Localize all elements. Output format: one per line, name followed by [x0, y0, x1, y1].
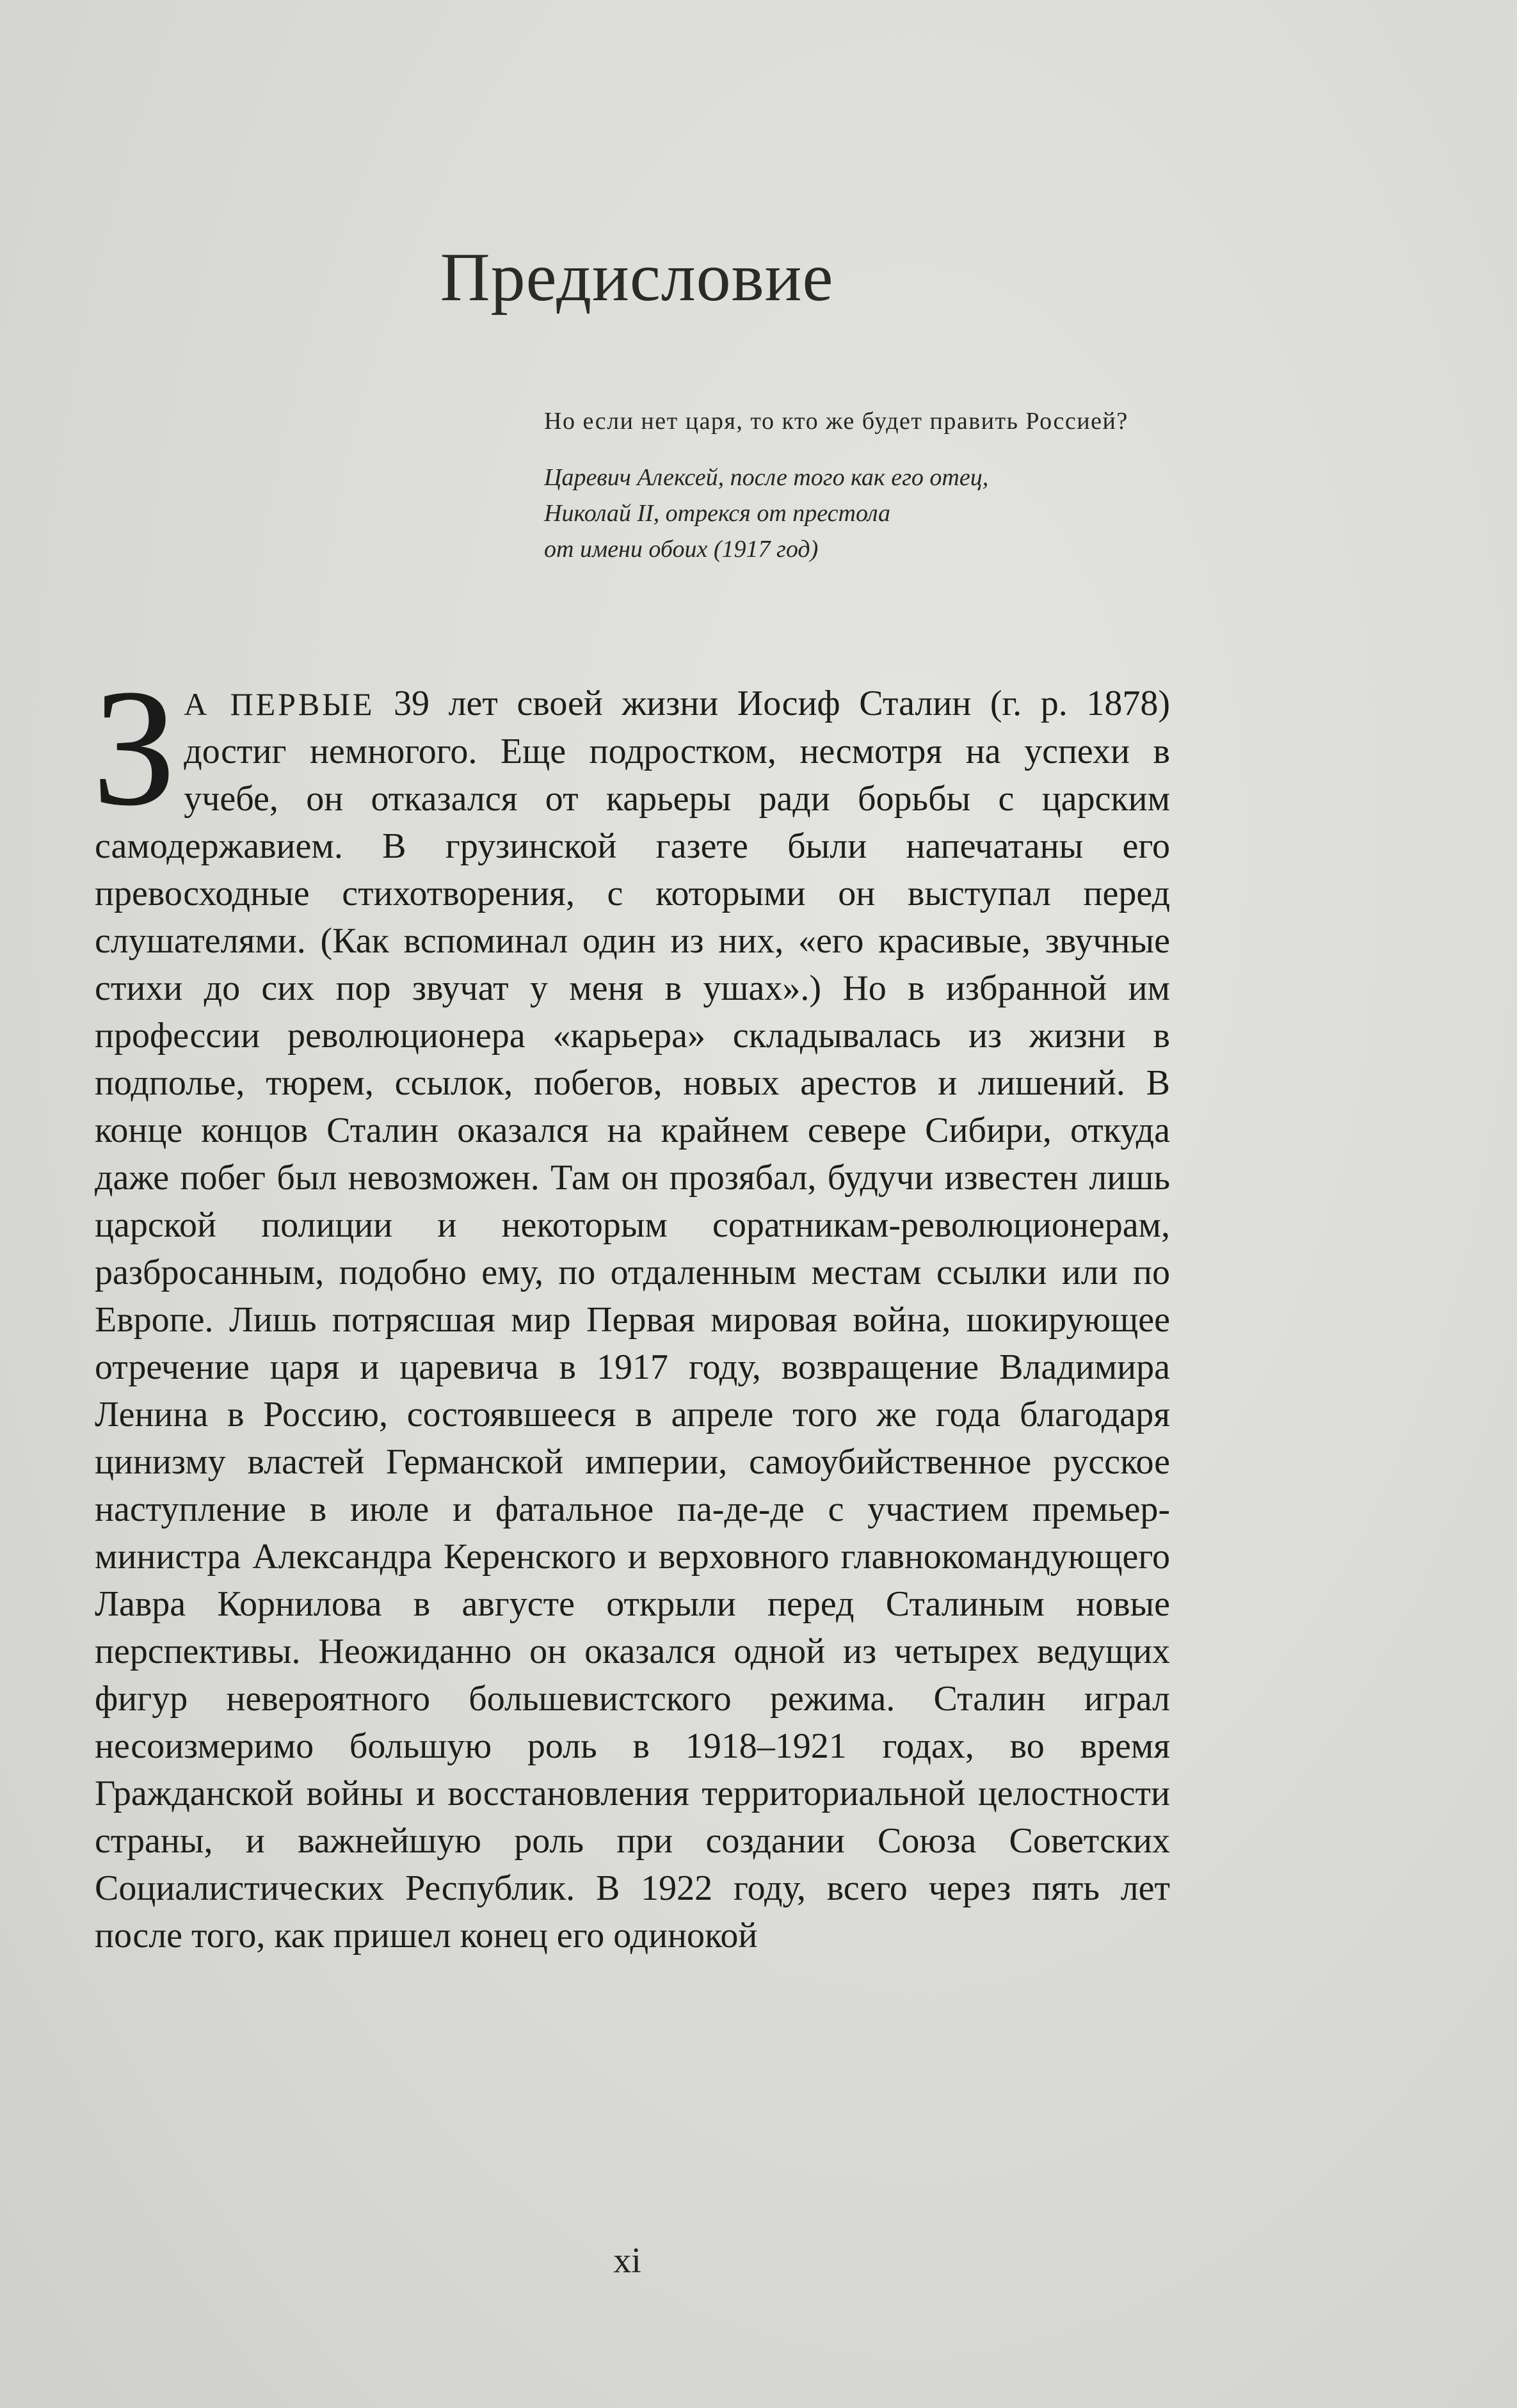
epigraph	[544, 403, 1210, 567]
epigraph-attribution-line: Николай II, отрекся от престола	[544, 500, 891, 527]
body-text: 39 лет своей жизни Иосиф Сталин (г. р. 1878) достиг немногого. Еще подростком, несмотря на успехи в учебе, он отказался от карьеры ради борьбы с царским самодержавием. В грузинской газете были напечатаны его превосходные стихотворения, с которыми он выступал перед слушателями. (Как вспоминал один из них, «его красивые, звучные стихи до сих пор звучат у меня в ушах».) Но в избранной им профессии революционера «карьера» складывалась из жизни в подполье, тюрем, ссылок, побегов, новых арестов и лишений. В конце концов Сталин оказался на крайнем севере Сибири, откуда даже побег был невозможен. Там он прозябал, будучи известен лишь царской полиции и некоторым соратникам-революционерам, разбросанным, подобно ему, по отдаленным местам ссылки или по Европе. Лишь потрясшая мир Первая мировая война, шокирующее отречение царя и царевича в 1917 году, возвращение Владимира Ленина в Россию, состоявшееся в апреле того же года благодаря цинизму властей Германской империи, самоубийственное русское наступление в июле и фатальное па-де-де с участием премьер-министра Александра Керенского и верховного главнокомандующего Лавра Корнилова в августе открыли перед Сталиным новые перспективы. Неожиданно он оказался одной из четырех ведущих фигур невероятного большевистского режима. Сталин играл несоизмеримо большую роль в 1918–1921 годах, во время Гражданской войны и восстановления территориальной целостности страны, и важнейшую роль при создании Союза Советских Социалистических Республик. В 1922 году, всего через пять лет после того, как пришел конец его одинокой	[95, 684, 1171, 1955]
epigraph-attribution-line: от имени обоих (1917 год)	[544, 536, 819, 563]
drop-cap: З	[92, 655, 177, 840]
epigraph-attribution-line: Царевич Алексей, после того как его отец,	[544, 464, 989, 491]
page-number: xi	[613, 2241, 641, 2281]
chapter-title: Предисловие	[440, 239, 834, 316]
lead-in-smallcaps: А ПЕРВЫЕ	[184, 686, 375, 722]
epigraph-attribution	[544, 460, 1210, 567]
epigraph-quote: Но если нет царя, то кто же будет править Россией?	[544, 408, 1128, 435]
body-paragraph	[92, 655, 1171, 1959]
